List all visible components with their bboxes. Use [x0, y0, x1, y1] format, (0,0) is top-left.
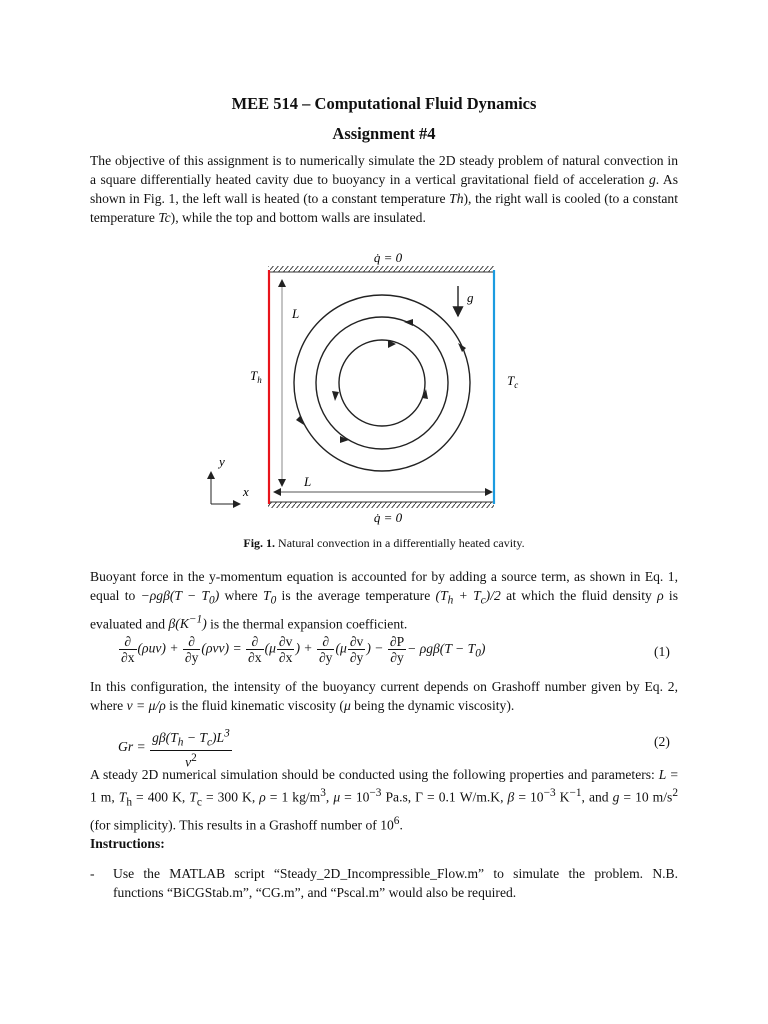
- t0-symbol: $T_0$: [263, 588, 277, 607]
- buoyancy-text-4: at which the fluid density: [500, 588, 658, 603]
- equation-2: [118, 726, 233, 770]
- axis-x-label: x: [243, 484, 249, 499]
- eq1-term-3: ) +: [295, 640, 313, 656]
- instruction-text-1: Use the MATLAB script “Steady_2D_Incompressible_Flow.m” to simulate the problem. N.B. functions “BiCGStab.m”, “CG.m”, and “Pscal.m” would also be required.: [113, 866, 678, 900]
- cold-wall-label: $T_c$: [507, 373, 519, 390]
- mu-symbol: μ: [343, 698, 351, 713]
- course-title: MEE 514 – Computational Fluid Dynamics: [231, 94, 537, 113]
- instructions-heading: Instructions:: [90, 836, 165, 851]
- eq1-term-4: ) −: [366, 640, 384, 656]
- nu-definition: ν = μ/ρ: [126, 698, 166, 713]
- eq1-mu-1: (μ: [264, 640, 276, 656]
- buoyancy-text-6: is the thermal expansion coefficient.: [206, 616, 408, 632]
- bottom-wall-hatch: [268, 502, 494, 508]
- eq1-frac-4: $\frac{\partial v}{\partial x}$: [278, 634, 293, 665]
- grashof-text-1: In this configuration, the intensity of the buoyancy current depends on Grashoff number given by Eq. 2, where: [90, 679, 678, 713]
- outer-streamline: [294, 295, 470, 471]
- flow-arrow-inner-left: [332, 391, 339, 401]
- figure-caption: [0, 536, 768, 551]
- hot-wall-label: $T_h$: [250, 368, 262, 385]
- intro-text-4: ), while the top and bottom walls are insulated.: [170, 210, 426, 225]
- eq1-term-1: (ρuv) +: [137, 640, 179, 656]
- buoyancy-text-2: where: [219, 588, 264, 603]
- axis-y-label: y: [219, 454, 225, 469]
- source-term: $-\rho g\beta(T - T_0)$: [140, 588, 220, 607]
- eq2-frac: $\frac{g\beta(T_h - T_c)L^3}{\nu^2}$: [152, 727, 230, 770]
- intro-paragraph: [90, 151, 678, 227]
- grashof-text-2: is the fluid kinematic viscosity (: [165, 698, 344, 713]
- intro-g: g: [648, 172, 656, 187]
- horizontal-length-label: L: [304, 474, 312, 489]
- simulation-text: A steady 2D numerical simulation should be conducted using the following properties and parameters:: [90, 767, 659, 782]
- intro-th: Th: [449, 191, 464, 206]
- average-temperature: $(T_h + T_c)/2$: [435, 588, 501, 607]
- eq2-lhs: Gr =: [118, 739, 146, 755]
- middle-streamline: [316, 317, 448, 449]
- gravity-label: g: [467, 290, 474, 305]
- equation-1: [118, 634, 485, 665]
- assignment-title: Assignment #4: [332, 124, 436, 143]
- top-heatflux-label: q̇ = 0: [373, 250, 403, 265]
- grashof-paragraph: [90, 677, 678, 715]
- equation-1-number: (1): [654, 644, 670, 659]
- intro-text-1: The objective of this assignment is to numerically simulate the 2D steady problem of natural convection in a square differentially heated cavity due to buoyancy in a vertical gravitational field of acceleration: [90, 153, 678, 187]
- bullet-dash: -: [90, 866, 95, 881]
- buoyancy-text-1: Buoyant force in the y-momentum equation is accounted for by adding a source term, as shown in Eq. 1, equal to: [90, 569, 678, 603]
- eq1-term-2: (ρvv) =: [201, 640, 242, 656]
- top-wall-hatch: [268, 266, 494, 272]
- eq1-frac-1: $\frac{\partial}{\partial x}$: [121, 634, 135, 665]
- eq1-term-5: − $\rho g\beta(T - T_0)$: [407, 640, 486, 660]
- vertical-length-label: L: [292, 306, 300, 321]
- buoyancy-text-5: is evaluated and: [90, 588, 678, 632]
- eq1-frac-7: $\frac{\partial P}{\partial y}$: [389, 634, 405, 665]
- intro-tc: Tc: [158, 210, 171, 225]
- beta-symbol: $\beta(K^{-1})$: [168, 613, 207, 632]
- eq1-frac-6: $\frac{\partial v}{\partial y}$: [349, 634, 364, 665]
- cavity-figure: [200, 246, 540, 528]
- intro-text-3: ), the right wall is cooled (to a constant temperature: [90, 191, 678, 225]
- eq1-mu-2: (μ: [335, 640, 347, 656]
- flow-arrow-outer-right: [458, 343, 466, 352]
- caption-text: Natural convection in a differentially heated cavity.: [275, 536, 525, 550]
- eq1-frac-3: $\frac{\partial}{\partial x}$: [248, 634, 262, 665]
- rho-symbol: ρ: [657, 588, 664, 603]
- intro-text-2: . As shown in Fig. 1, the left wall is heated (to a constant temperature: [90, 172, 678, 206]
- equation-2-number: (2): [654, 734, 670, 749]
- bottom-heatflux-label: q̇ = 0: [373, 510, 403, 525]
- flow-arrow-middle-top: [404, 319, 413, 326]
- buoyancy-text-3: is the average temperature: [276, 588, 436, 603]
- inner-streamline: [339, 340, 425, 426]
- caption-label: Fig. 1.: [243, 536, 276, 550]
- eq1-frac-2: $\frac{\partial}{\partial y}$: [184, 634, 199, 665]
- grashof-text-3: being the dynamic viscosity).: [350, 698, 515, 713]
- simulation-paragraph: A steady 2D numerical simulation should be conducted using the following properties and parameters: L = 1 m, $T_h = 400$ K, $T_c = 300$ K, ρ = 1 $kg/m^3$, $\mu = 10^{-3}$ Pa.s, Γ = 0.1 W/m.K, $\beta = 10^{-3}$ $K^{-1}$, and g = 10 $m/s^2$ (for simplicity). This results in a Grashoff number of $10^6$.: [90, 767, 678, 833]
- eq1-frac-5: $\frac{\partial}{\partial y}$: [318, 634, 333, 665]
- buoyancy-paragraph: [90, 567, 678, 633]
